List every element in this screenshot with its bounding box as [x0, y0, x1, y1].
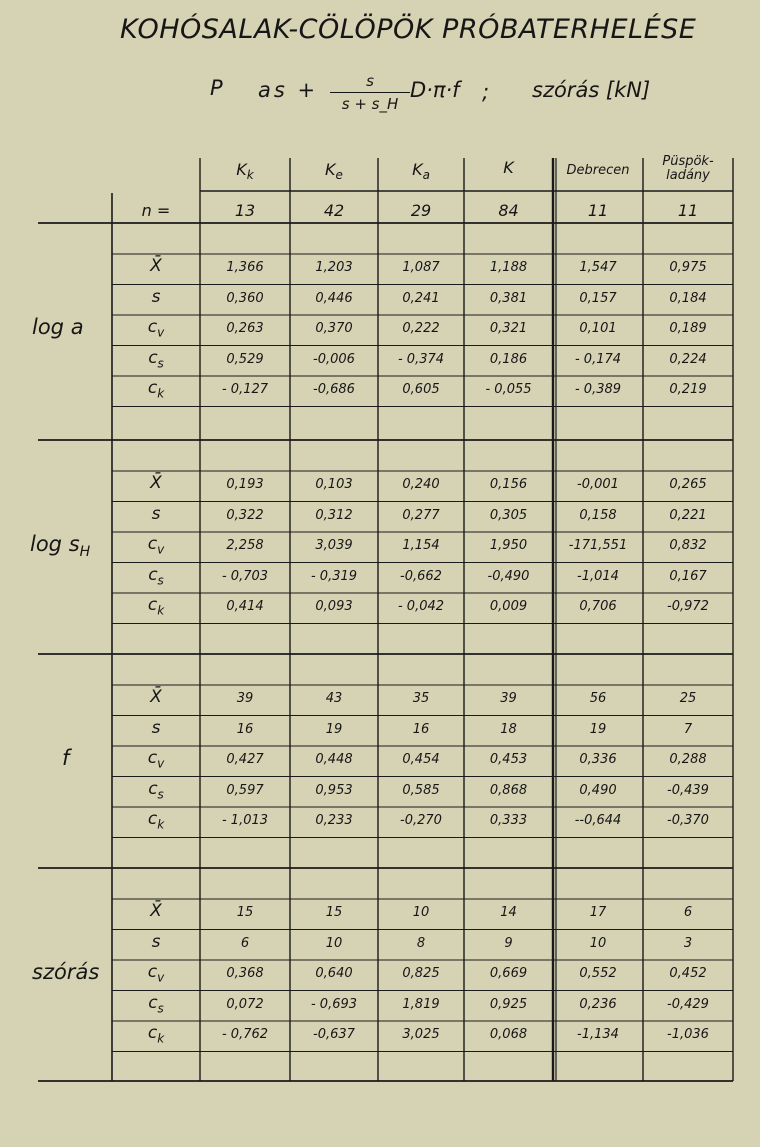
stat-label: X̄ — [150, 901, 162, 921]
table-cell: 3,039 — [315, 538, 353, 553]
group-label: $\log s_H$ — [30, 532, 91, 561]
table-cell: 0,597 — [226, 782, 264, 798]
n-value: 11 — [677, 201, 699, 220]
table-cell: -0,006 — [313, 351, 355, 367]
table-cell: 0,825 — [402, 966, 440, 981]
table-cell: 0,224 — [669, 351, 707, 367]
table-cell: 0,333 — [489, 813, 528, 828]
table-cell: 0,490 — [579, 782, 617, 798]
stat-label: s — [151, 503, 161, 524]
table-cell: 0,427 — [226, 752, 264, 767]
table-cell: 0,157 — [579, 290, 617, 306]
table-cell: - 0,703 — [221, 568, 269, 584]
table-cell: 0,452 — [669, 966, 707, 981]
table-cell: 0,925 — [489, 996, 528, 1012]
table-cell: - 0,389 — [574, 382, 622, 397]
table-cell: -1,014 — [577, 568, 619, 584]
stat-label: $c_k$ — [147, 809, 165, 832]
table-cell: 0,605 — [402, 382, 440, 397]
table-cell: 0,975 — [669, 260, 707, 275]
stat-label: s — [151, 286, 161, 307]
table-cell: 0,072 — [226, 996, 264, 1012]
table-cell: -1,036 — [667, 1027, 709, 1042]
table-cell: -0,270 — [400, 813, 442, 828]
table-cell: -0,439 — [667, 782, 709, 798]
table-cell: 0,222 — [402, 321, 440, 336]
stat-label: $c_s$ — [148, 564, 164, 587]
table-cell: -0,001 — [577, 477, 619, 492]
column-header: $K_a$ — [412, 160, 430, 183]
n-value: 29 — [410, 201, 432, 220]
table-cell: 1,203 — [315, 260, 353, 275]
table-cell: 0,414 — [226, 599, 264, 614]
table-cell: -0,637 — [313, 1027, 355, 1042]
table-cell: 0,706 — [579, 599, 617, 614]
table-cell: 0,167 — [669, 568, 707, 584]
table-cell: 0,184 — [669, 290, 707, 306]
table-cell: 7 — [683, 721, 693, 737]
table-cell: 1,547 — [579, 260, 617, 275]
group-label: f — [62, 746, 70, 770]
table-cell: 16 — [412, 721, 430, 737]
table-cell: 0,009 — [489, 599, 528, 614]
table-cell: 1,087 — [402, 260, 440, 275]
table-cell: 0,189 — [669, 321, 707, 336]
table-cell: - 0,762 — [221, 1027, 269, 1042]
table-cell: -0,972 — [667, 599, 709, 614]
table-cell: 0,241 — [402, 290, 440, 306]
column-header: $K_e$ — [325, 160, 343, 183]
group-label: szórás — [32, 960, 100, 984]
column-header: Debrecen — [566, 163, 630, 178]
table-cell: 1,188 — [489, 260, 528, 275]
table-cell: -1,134 — [577, 1027, 619, 1042]
table-cell: 1,819 — [402, 996, 440, 1012]
table-cell: 0,448 — [315, 752, 353, 767]
table-cell: 10 — [412, 905, 430, 920]
n-label: n = — [141, 201, 171, 220]
table-cell: 0,336 — [579, 752, 617, 767]
table-cell: 0,277 — [402, 507, 440, 523]
table-cell: 0,454 — [402, 752, 440, 767]
table-cell: 19 — [325, 721, 343, 737]
n-value: 42 — [323, 201, 345, 220]
table-cell: 0,103 — [315, 477, 353, 492]
table-cell: 35 — [412, 691, 430, 706]
table-cell: 6 — [683, 905, 693, 920]
table-cell: 0,370 — [315, 321, 353, 336]
table-cell: 1,154 — [402, 538, 440, 553]
table-cell: 0,953 — [315, 782, 353, 798]
table-cell: 0,236 — [579, 996, 617, 1012]
table-cell: 0,368 — [226, 966, 264, 981]
table-cell: 10 — [325, 935, 343, 951]
n-value: 13 — [234, 201, 256, 220]
table-cell: 0,669 — [489, 966, 528, 981]
table-cell: 9 — [504, 935, 513, 951]
table-cell: -0,370 — [667, 813, 709, 828]
table-cell: 3,025 — [402, 1027, 440, 1042]
table-cell: 0,193 — [226, 477, 264, 492]
table-cell: 43 — [325, 691, 343, 706]
table-cell: 0,832 — [669, 538, 707, 553]
table-cell: 2,258 — [226, 538, 264, 553]
stat-label: X̄ — [150, 687, 162, 707]
stat-label: $c_k$ — [147, 595, 165, 618]
n-value: 11 — [587, 201, 609, 220]
stat-label: X̄ — [150, 256, 162, 276]
formula-p: P — [210, 76, 223, 100]
stat-label: $c_v$ — [147, 962, 165, 985]
table-cell: 18 — [500, 721, 517, 737]
table-cell: 0,156 — [489, 477, 528, 492]
formula-szoras: szórás [kN] — [532, 78, 651, 102]
table-cell: -0,490 — [487, 568, 530, 584]
table-cell: 0,360 — [226, 290, 264, 306]
table-cell: -0,662 — [400, 568, 442, 584]
stat-label: $c_v$ — [147, 748, 165, 771]
stat-label: $c_s$ — [148, 347, 164, 370]
table-cell: - 0,374 — [397, 351, 445, 367]
stat-label: s — [151, 931, 161, 952]
stat-label: X̄ — [150, 473, 162, 493]
table-cell: 14 — [500, 905, 517, 920]
column-header: $K_k$ — [236, 160, 254, 183]
table-cell: 0,585 — [402, 782, 440, 798]
table-cell: - 0,042 — [397, 599, 445, 614]
table-cell: 0,305 — [489, 507, 528, 523]
table-cell: - 0,174 — [574, 351, 622, 367]
table-cell: 8 — [416, 935, 426, 951]
table-cell: - 1,013 — [221, 813, 269, 828]
table-cell: 16 — [236, 721, 254, 737]
stat-label: $c_k$ — [147, 1023, 165, 1046]
table-cell: 0,240 — [402, 477, 440, 492]
table-cell: 0,221 — [669, 507, 707, 523]
table-cell: 25 — [679, 691, 697, 706]
table-cell: 0,868 — [489, 782, 528, 798]
table-cell: 17 — [589, 905, 607, 920]
table-cell: 10 — [589, 935, 607, 951]
table-cell: -171,551 — [568, 538, 628, 553]
table-cell: 0,552 — [579, 966, 617, 981]
group-label: log a — [32, 315, 84, 339]
table-cell: 0,068 — [489, 1027, 528, 1042]
table-cell: 15 — [236, 905, 254, 920]
stat-label: $c_v$ — [147, 534, 165, 557]
table-cell: 1,950 — [489, 538, 528, 553]
table-cell: --0,644 — [574, 813, 622, 828]
table-cell: 0,322 — [226, 507, 264, 523]
table-cell: 0,453 — [489, 752, 528, 767]
table-cell: 39 — [500, 691, 517, 706]
table-cell: 0,640 — [315, 966, 353, 981]
stat-label: $c_k$ — [147, 378, 165, 401]
table-cell: 15 — [325, 905, 343, 920]
table-cell: - 0,055 — [485, 382, 532, 397]
table-cell: 3 — [683, 935, 693, 951]
table-cell: 0,446 — [315, 290, 353, 306]
stat-label: $c_s$ — [148, 778, 164, 801]
formula-numerator: s — [366, 72, 374, 90]
table-cell: - 0,319 — [310, 568, 358, 584]
table-cell: - 0,693 — [310, 996, 358, 1012]
table-cell: -0,429 — [667, 996, 709, 1012]
stat-label: $c_s$ — [148, 992, 164, 1015]
formula-as: as + — [258, 78, 319, 102]
table-cell: 19 — [589, 721, 607, 737]
table-cell: 0,288 — [669, 752, 707, 767]
table-cell: 0,093 — [315, 599, 353, 614]
n-value: 84 — [498, 201, 519, 220]
stat-label: $c_v$ — [147, 317, 165, 340]
title-text: KOHÓSALAK-CÖLÖPÖK PRÓBATERHELÉSE — [120, 14, 697, 45]
table-cell: 0,321 — [489, 321, 528, 336]
table-cell: 0,186 — [489, 351, 528, 367]
table-cell: - 0,127 — [221, 382, 269, 397]
formula-rest: D·π·f — [410, 78, 460, 102]
table-cell: 39 — [236, 691, 254, 706]
table-cell: 0,312 — [315, 507, 353, 523]
table-cell: 0,263 — [226, 321, 264, 336]
formula-separator: ; — [482, 80, 490, 104]
table-cell: -0,686 — [313, 382, 355, 397]
table-cell: 6 — [240, 935, 250, 951]
table-cell: 0,219 — [669, 382, 707, 397]
column-header: K — [503, 158, 514, 177]
table-cell: 0,529 — [226, 351, 264, 367]
table-cell: 0,265 — [669, 477, 707, 492]
column-header: Püspök- ladány — [662, 154, 714, 183]
table-cell: 0,101 — [579, 321, 617, 336]
table-cell: 56 — [589, 691, 607, 706]
table-cell: 0,158 — [579, 507, 617, 523]
formula-denominator: s + s_H — [341, 95, 399, 113]
table-cell: 0,233 — [315, 813, 353, 828]
stat-label: s — [151, 717, 161, 738]
table-cell: 0,381 — [489, 290, 528, 306]
table-cell: 1,366 — [226, 260, 264, 275]
